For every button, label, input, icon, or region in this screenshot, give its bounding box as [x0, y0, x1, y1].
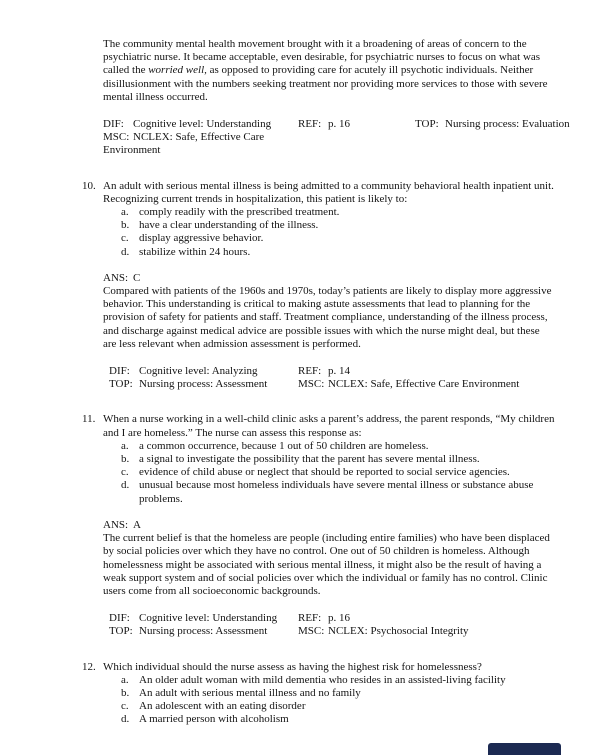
answer-option	[121, 687, 555, 700]
option-text: stabilize within 24 hours.	[139, 245, 251, 258]
option-text: display aggressive behavior.	[139, 232, 264, 245]
answer-option	[121, 674, 555, 687]
answer-options	[121, 206, 555, 259]
option-letter: c.	[121, 700, 129, 713]
option-letter: c.	[121, 232, 129, 245]
option-text: An older adult woman with mild dementia who resides in an assisted-living facility	[139, 673, 506, 686]
meta-value: Cognitive level: Analyzing	[139, 365, 258, 378]
meta-value: Cognitive level: Understanding	[139, 612, 278, 625]
rationale-part1: The community mental health movement brought with it a broadening of areas of concern to the psychiatric nurse. It became acceptable, even desirable, for psychiatric nurses to focus on what was called the	[103, 38, 541, 77]
meta-value: p. 14	[328, 365, 350, 378]
meta-label: DIF:	[109, 365, 130, 378]
meta-label: MSC:	[103, 131, 130, 144]
meta-value: p. 16	[328, 612, 350, 625]
answer-option	[121, 700, 555, 713]
meta-cell-dif	[103, 118, 298, 131]
meta-cell-ref	[298, 118, 415, 131]
answer-label: ANS:	[103, 518, 129, 531]
option-letter: b.	[121, 686, 130, 699]
option-text: comply readily with the prescribed treatment.	[139, 206, 340, 219]
meta-cell-top	[109, 625, 298, 638]
meta-cell-ref	[298, 365, 350, 378]
answer-option	[121, 232, 555, 245]
option-text: a common occurrence, because 1 out of 50 children are homeless.	[139, 439, 429, 452]
option-letter: a.	[121, 206, 129, 219]
meta-value: NCLEX: Safe, Effective Care Environment	[103, 131, 265, 157]
meta-value: Nursing process: Assessment	[139, 625, 268, 638]
meta-label: TOP:	[109, 625, 133, 638]
option-letter: b.	[121, 219, 130, 232]
option-text: have a clear understanding of the illness.	[139, 219, 319, 232]
question-number: 10.	[82, 179, 96, 192]
question-number: 11.	[82, 413, 96, 426]
option-letter: a.	[121, 439, 129, 452]
meta-block	[103, 612, 555, 638]
option-letter: a.	[121, 673, 129, 686]
rationale-part2: as opposed to providing care for acutely ill psychotic individuals. Neither disillusionment with the numbers seeking treatment nor providing more services to those with severe mental illness occurred.	[103, 64, 548, 103]
answer-value: A	[133, 518, 141, 531]
meta-label: REF:	[298, 118, 322, 131]
meta-label: TOP:	[415, 118, 439, 131]
meta-cell-msc	[103, 131, 298, 157]
meta-row	[109, 625, 555, 638]
answer-option	[121, 440, 555, 453]
meta-cell-top	[415, 118, 570, 131]
meta-label: TOP:	[109, 378, 133, 391]
meta-label: DIF:	[109, 612, 130, 625]
option-text: An adult with serious mental illness and no family	[139, 686, 361, 699]
question-stem: When a nurse working in a well-child clinic asks a parent’s address, the parent responds, “My children and I are homeless.” The nurse can assess this response as:	[103, 413, 555, 439]
answer-option	[121, 206, 555, 219]
meta-value: p. 16	[328, 118, 350, 131]
question-10	[82, 180, 556, 392]
option-letter: c.	[121, 466, 129, 479]
meta-cell-ref	[298, 612, 350, 625]
question-11	[82, 413, 556, 638]
meta-cell-top	[109, 378, 298, 391]
meta-cell-msc	[298, 625, 469, 638]
meta-label: MSC:	[298, 378, 325, 391]
meta-label: REF:	[298, 612, 322, 625]
answer-value: C	[133, 271, 141, 284]
answer-options	[121, 674, 555, 727]
meta-label: DIF:	[103, 118, 124, 131]
answer-label: ANS:	[103, 271, 129, 284]
document-page	[82, 38, 570, 727]
answer-option	[121, 453, 555, 466]
meta-cell-dif	[109, 612, 298, 625]
meta-label: MSC:	[298, 625, 325, 638]
meta-row	[103, 131, 556, 157]
meta-cell-dif	[109, 365, 298, 378]
meta-row	[109, 365, 555, 378]
meta-block	[103, 365, 555, 391]
intro-rationale-block	[82, 38, 570, 158]
answer-option	[121, 466, 555, 479]
answer-option	[121, 713, 555, 726]
option-letter: b.	[121, 453, 130, 466]
option-text: An adolescent with an eating disorder	[139, 700, 306, 713]
answer-option	[121, 246, 555, 259]
rationale-italic: worried well,	[148, 64, 207, 77]
question-12	[82, 661, 556, 727]
answer-option	[121, 479, 555, 505]
question-number: 12.	[82, 660, 96, 673]
meta-row	[103, 118, 570, 131]
meta-value: Nursing process: Assessment	[139, 378, 268, 391]
option-letter: d.	[121, 479, 130, 492]
question-stem: Which individual should the nurse assess as having the highest risk for homelessness?	[103, 660, 482, 673]
meta-value: Cognitive level: Understanding	[133, 118, 272, 131]
option-text: evidence of child abuse or neglect that should be reported to social service agencies.	[139, 466, 510, 479]
bottom-right-overlay-button[interactable]	[488, 743, 561, 755]
meta-value: NCLEX: Psychosocial Integrity	[328, 625, 469, 638]
meta-label: REF:	[298, 365, 322, 378]
answer-line	[103, 519, 555, 532]
meta-row	[109, 378, 555, 391]
meta-block	[103, 118, 570, 158]
meta-row	[109, 612, 555, 625]
option-letter: d.	[121, 245, 130, 258]
option-text: A married person with alcoholism	[139, 713, 289, 726]
meta-value: NCLEX: Safe, Effective Care Environment	[328, 378, 520, 391]
question-stem: An adult with serious mental illness is being admitted to a community behavioral health inpatient unit. Recognizing current trends in hospitalization, this patient is likely to:	[103, 179, 554, 205]
answer-line	[103, 272, 555, 285]
option-text: unusual because most homeless individuals have severe mental illness or substance abuse problems.	[139, 479, 534, 505]
option-text: a signal to investigate the possibility that the parent has severe mental illness.	[139, 453, 480, 466]
answer-option	[121, 219, 555, 232]
rationale-text: Compared with patients of the 1960s and 1970s, today’s patients are likely to display more aggressive behavior. This understanding is critical to making astute assessments that lead to planning for the provision of safety for patients and staff. Treatment compliance, understanding of the illness process, and discharge against medical advice are possible issues with which the nurse might deal, but these are less relevant when admission assessment is performed.	[103, 285, 552, 350]
rationale-text: The current belief is that the homeless are people (including entire families) who have been displaced by social policies over which they have no control. One out of 50 children is homeless. Although homelessness might be associated with serious mental illness, it might also be the result of having a weak support system and of social policies over which the individual or family has no control. Clinic users come from all socioeconomic backgrounds.	[103, 532, 550, 597]
meta-value: Nursing process: Evaluation	[445, 118, 570, 131]
meta-cell-msc	[298, 378, 519, 391]
answer-options	[121, 440, 555, 506]
option-letter: d.	[121, 713, 130, 726]
rationale-text	[103, 38, 555, 104]
